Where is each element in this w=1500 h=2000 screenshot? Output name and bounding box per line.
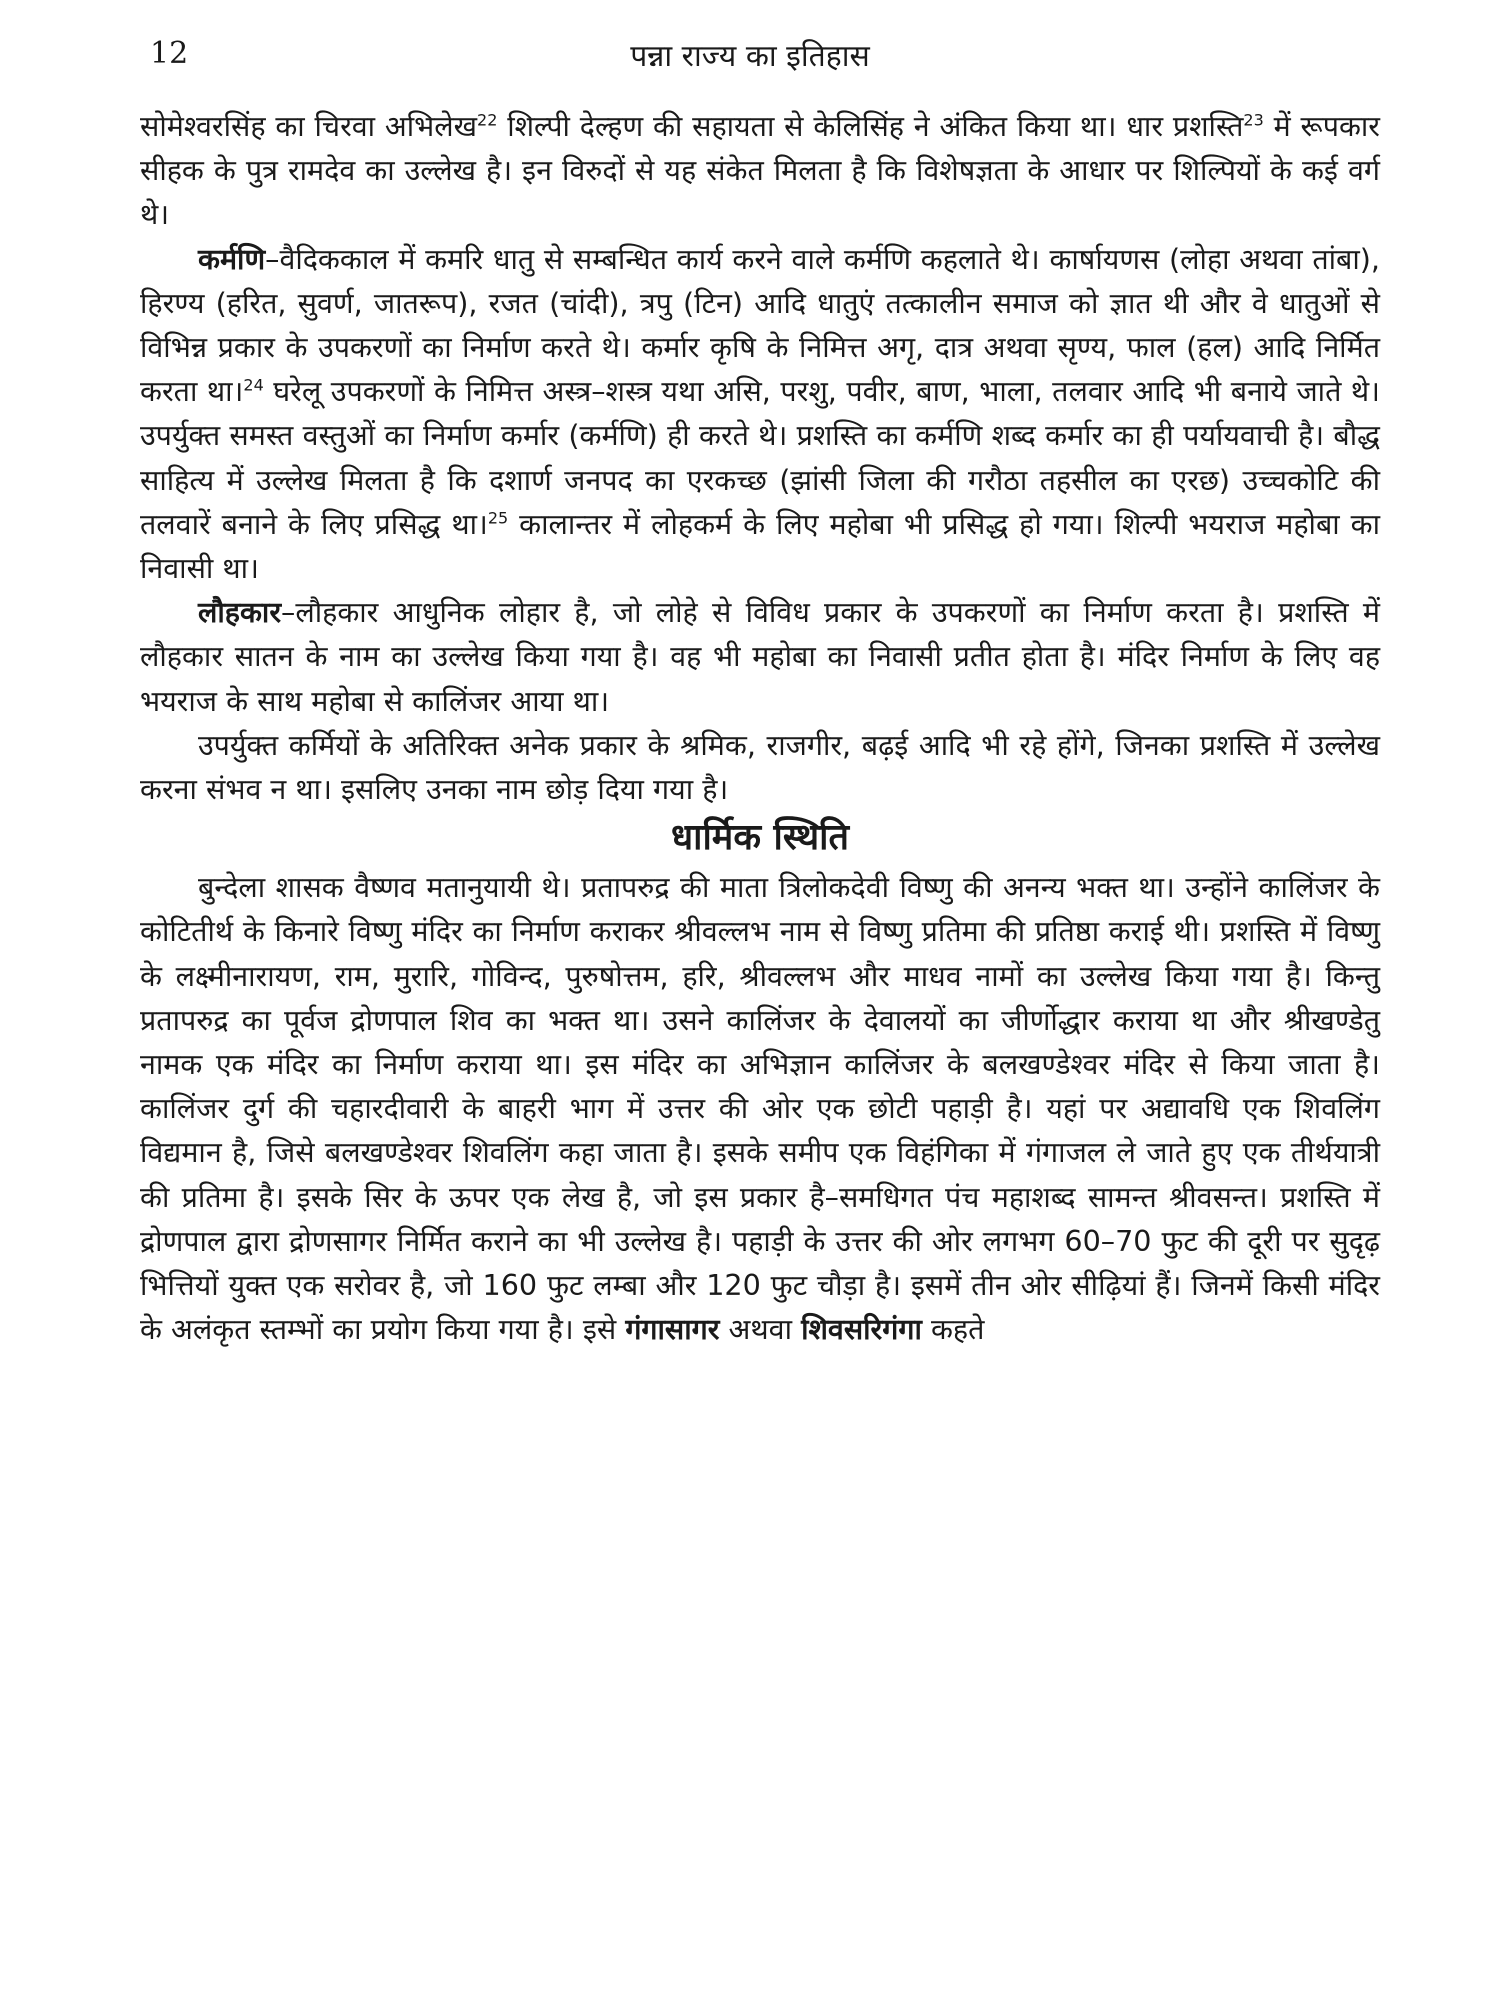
paragraph-religion <box>140 865 1380 1351</box>
text: घरेलू उपकरणों के निमित्त अस्त्र–शस्त्र यथा असि, परशु, पवीर, बाण, भाला, तलवार आदि भी बनाये जाते थे। उपर्युक्त समस्त वस्तुओं का निर्माण कर्मार (कर्मणि) ही करते थे। प्रशस्ति का कर्मणि शब्द कर्मार का ही पर्यायवाची है। बौद्ध साहित्य में उल्लेख मिलता है कि दशार्ण जनपद का एरकच्छ (झांसी जिला की गरौठा तहसील का एरछ) उच्चकोटि की तलवारें बनाने के लिए प्रसिद्ध था। <box>140 374 1381 541</box>
term-karmani: कर्मणि <box>198 241 266 276</box>
text: शिल्पी देल्हण की सहायता से केलिसिंह ने अंकित किया था। धार प्रशस्ति <box>497 109 1244 143</box>
footnote-ref: 23 <box>1243 110 1264 130</box>
footnote-ref: 25 <box>487 508 509 528</box>
text: अथवा <box>719 1312 802 1347</box>
text: में रूपकार सीहक के पुत्र रामदेव का उल्लेख है। इन विरुदों से यह संकेत मिलता है कि विशेषज्ञता के आधार पर शिल्पियों के कई वर्ग थे। <box>140 109 1381 232</box>
text: कालान्तर में लोहकर्म के लिए महोबा भी प्रसिद्ध हो गया। शिल्पी भयराज महोबा का निवासी था। <box>140 506 1380 586</box>
term-gangasagar: गंगासागर <box>625 1312 720 1347</box>
text: कहते <box>921 1312 985 1347</box>
paragraph-other-workers <box>140 723 1380 811</box>
text: उपर्युक्त कर्मियों के अतिरिक्त अनेक प्रकार के श्रमिक, राजगीर, बढ़ई आदि भी रहे होंगे, जिनका प्रशस्ति में उल्लेख करना संभव न था। इसलिए उनका नाम छोड़ दिया गया है। <box>140 727 1380 807</box>
text: –वैदिककाल में कमरि धातु से सम्बन्धित कार्य करने वाले कर्मणि कहलाते थे। कार्षायणस (लोहा अथवा तांबा), हिरण्य (हरित, सुवर्ण, जातरूप), रजत (चांदी), त्रपु (टिन) आदि धातुएं तत्कालीन समाज को ज्ञात थी और वे धातुओं से विभिन्न प्रकार के उपकरणों का निर्माण करते थे। कर्मार कृषि के निमित्त अगृ, दात्र अथवा सृण्य, फाल (हल) आदि निर्मित करता था। <box>140 241 1380 409</box>
paragraph-lauhkar <box>140 590 1380 723</box>
footnote-ref: 22 <box>477 110 498 130</box>
text: सोमेश्वरसिंह का चिरवा अभिलेख <box>140 109 478 143</box>
section-heading: धार्मिक स्थिति <box>671 817 849 859</box>
term-lauhkar: लौहकार <box>198 595 282 630</box>
footnote-ref: 24 <box>243 375 264 395</box>
paragraph-1 <box>140 104 1380 237</box>
running-title: पन्ना राज्य का इतिहास <box>630 39 870 74</box>
paragraph-karmani <box>140 237 1380 591</box>
term-shivsariganga: शिवसरिगंगा <box>801 1312 922 1347</box>
page-body <box>140 104 1380 1351</box>
page-number: 12 <box>150 36 189 71</box>
text: बुन्देला शासक वैष्णव मतानुयायी थे। प्रतापरुद्र की माता त्रिलोकदेवी विष्णु की अनन्य भक्त था। उन्होंने कालिंजर के कोटितीर्थ के किनारे विष्णु मंदिर का निर्माण कराकर श्रीवल्लभ नाम से विष्णु प्रतिमा की प्रतिष्ठा कराई थी। प्रशस्ति में विष्णु के लक्ष्मीनारायण, राम, मुरारि, गोविन्द, पुरुषोत्तम, हरि, श्रीवल्लभ और माधव नामों का उल्लेख किया गया है। किन्तु प्रतापरुद्र का पूर्वज द्रोणपाल शिव का भक्त था। उसने कालिंजर के देवालयों का जीर्णोद्धार कराया था और श्रीखण्डेतु नामक एक मंदिर का निर्माण कराया था। इस मंदिर का अभिज्ञान कालिंजर के बलखण्डेश्वर मंदिर से किया जाता है। कालिंजर दुर्ग की चहारदीवारी के बाहरी भाग में उत्तर की ओर एक छोटी पहाड़ी है। यहां पर अद्यावधि एक शिवलिंग विद्यमान है, जिसे बलखण्डेश्वर शिवलिंग कहा जाता है। इसके समीप एक विहंगिका में गंगाजल ले जाते हुए एक तीर्थयात्री की प्रतिमा है। इसके सिर के ऊपर एक लेख है, जो इस प्रकार है–समधिगत पंच महाशब्द सामन्त श्रीवसन्त। प्रशस्ति में द्रोणपाल द्वारा द्रोणसागर निर्मित कराने का भी उल्लेख है। पहाड़ी के उत्तर की ओर लगभग 60–70 फुट की दूरी पर सुदृढ़ भित्तियों युक्त एक सरोवर है, जो 160 फुट लम्बा और 120 फुट चौड़ा है। इसमें तीन ओर सीढ़ियां हैं। जिनमें किसी मंदिर के अलंकृत स्तम्भों का प्रयोग किया गया है। इसे <box>140 870 1380 1347</box>
text: –लौहकार आधुनिक लोहार है, जो लोहे से विविध प्रकार के उपकरणों का निर्माण करता है। प्रशस्ति में लौहकार सातन के नाम का उल्लेख किया गया है। वह भी महोबा का निवासी प्रतीत होता है। मंदिर निर्माण के लिए वह भयराज के साथ महोबा से कालिंजर आया था। <box>140 595 1380 718</box>
